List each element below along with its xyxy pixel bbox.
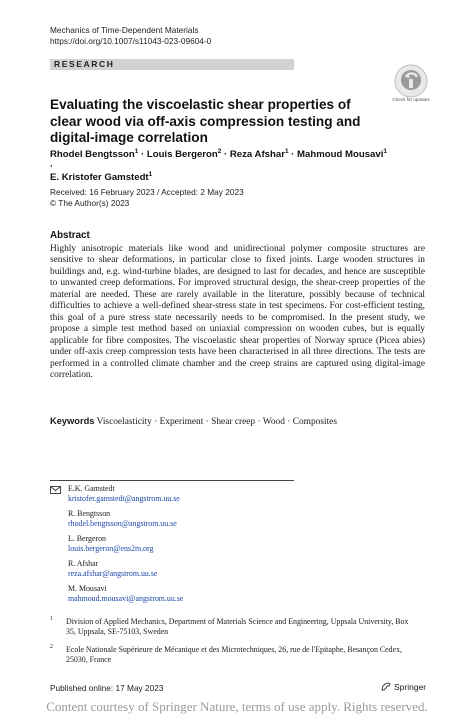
author-name[interactable]: Rhodel Bengtsson bbox=[50, 149, 135, 160]
author-affiliation-mark: 1 bbox=[284, 147, 289, 155]
contact-entry bbox=[68, 509, 177, 528]
journal-header bbox=[50, 25, 211, 46]
contact-name: L. Bergeron bbox=[68, 534, 106, 543]
contact-name: R. Bengtsson bbox=[68, 509, 111, 518]
article-title: Evaluating the viscoelastic shear properties of clear wood via off-axis compression testing and digital-image correlation bbox=[50, 97, 361, 145]
contact-email-link[interactable]: reza.afshar@angstrom.uu.se bbox=[68, 568, 158, 578]
contact-entry bbox=[68, 534, 153, 553]
author-affiliation-mark: 2 bbox=[217, 147, 222, 155]
article-dates bbox=[50, 187, 244, 208]
check-for-updates-icon[interactable] bbox=[394, 64, 428, 98]
envelope-icon bbox=[50, 486, 61, 494]
footnote-divider bbox=[50, 480, 294, 481]
contact-entry bbox=[68, 584, 183, 603]
author-name[interactable]: Reza Afshar bbox=[229, 149, 285, 160]
author-name[interactable]: Louis Bergeron bbox=[146, 149, 218, 160]
author-name[interactable]: Mahmoud Mousavi bbox=[297, 149, 384, 160]
contact-name: E.K. Gamstedt bbox=[68, 484, 115, 493]
check-for-updates-label[interactable]: Check for updates bbox=[392, 97, 430, 102]
author-list: Rhodel Bengtsson$^1$ · Louis Bergeron$^2$ · Reza Afshar$^1$ · Mahmoud Mousavi$^1$ · E. Kristofer Gamstedt$^1$ bbox=[50, 147, 387, 184]
contact-name: M. Mousavi bbox=[68, 584, 107, 593]
contact-entry bbox=[68, 484, 180, 503]
affiliation-text: Ecole Nationale Supérieure de Mécanique et des Microtechniques, 26, rue de l'Epitaphe, Besançon Cedex, 25030, France bbox=[66, 645, 402, 664]
publisher-logo bbox=[381, 682, 426, 692]
keywords-line bbox=[50, 416, 425, 428]
received-accepted-dates: Received: 16 February 2023 / Accepted: 2 May 2023 bbox=[50, 187, 244, 197]
contact-email-link[interactable]: mahmoud.mousavi@angstrom.uu.se bbox=[68, 593, 184, 603]
affiliation-number: 2 bbox=[50, 644, 53, 650]
copyright-line: © The Author(s) 2023 bbox=[50, 197, 130, 208]
author-affiliation-mark: 1 bbox=[383, 147, 387, 155]
springer-horse-icon bbox=[381, 682, 391, 691]
contact-entry bbox=[68, 559, 157, 578]
section-label: RESEARCH bbox=[54, 59, 115, 69]
contact-email-link[interactable]: kristofer.gamstedt@angstrom.uu.se bbox=[68, 493, 180, 503]
doi-link[interactable]: https://doi.org/10.1007/s11043-023-09604-0 bbox=[50, 35, 212, 46]
publisher-name: Springer bbox=[394, 682, 427, 692]
journal-name: Mechanics of Time-Dependent Materials bbox=[50, 25, 199, 35]
author-affiliation-mark: 1 bbox=[148, 171, 153, 178]
keywords-label: Keywords bbox=[50, 416, 95, 426]
contact-name: R. Afshar bbox=[68, 559, 99, 568]
published-online-date: Published online: 17 May 2023 bbox=[50, 683, 164, 693]
contact-email-link[interactable]: louis.bergeron@ens2m.org bbox=[68, 543, 154, 553]
courtesy-watermark: Content courtesy of Springer Nature, terms of use apply. Rights reserved. bbox=[46, 699, 428, 714]
keywords-list: Viscoelasticity · Experiment · Shear creep · Wood · Composites bbox=[96, 417, 337, 427]
affiliation-text: Division of Applied Mechanics, Department of Materials Science and Engineering, Uppsala University, Box 35, Uppsala, SE-75103, Sweden bbox=[66, 617, 409, 636]
abstract-body: Highly anisotropic materials like wood and unidirectional polymer composite structures are sensitive to shear deformations, in particular close to fixed joints. Large wooden structures in buildings and, e.g. wind-turbine blades, are designed to last for decades, and hence are susceptible to unwanted creep deformations. For improved structural design, the shear-creep properties of the material are needed. These are rarely available in the literature, possibly because of technical difficulties to achieve a well-defined shear-stress state in test specimens. For cost-efficient testing, this goal of a pure stress state necessarily needs to be compromised. In the present study, we propose a simple test method based on uniaxial compression on wooden cubes, but is equally applicable for fibre composites. The viscoelastic shear properties of Norway spruce (Picea abies) under off-axis creep compression tests have been characterised in all three directions. The tests are performed in a controlled climate chamber and the creep strains are captured using digital-image correlation. bbox=[50, 244, 425, 380]
section-bar bbox=[50, 59, 294, 70]
affiliation-number: 1 bbox=[50, 616, 53, 622]
author-affiliation-mark: 1 bbox=[134, 147, 139, 155]
author-name[interactable]: E. Kristofer Gamstedt bbox=[50, 172, 149, 184]
contact-email-link[interactable]: rhodel.bengtsson@angstrom.uu.se bbox=[68, 518, 177, 528]
abstract-heading: Abstract bbox=[50, 230, 90, 241]
